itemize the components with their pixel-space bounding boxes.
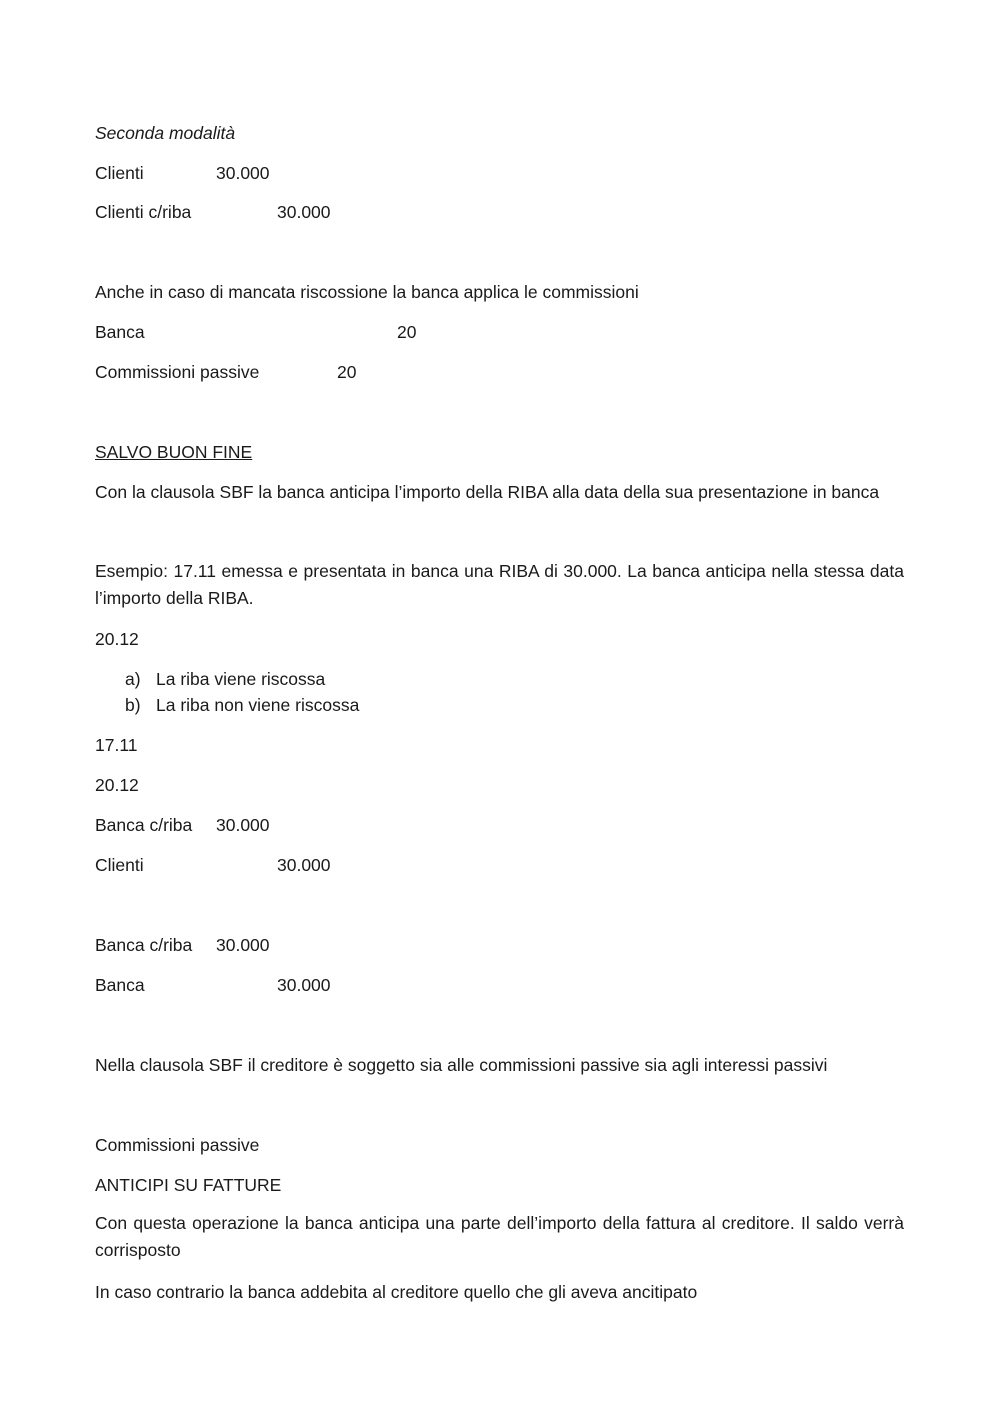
anticipi-paragraph: Con questa operazione la banca anticipa una parte dell’importo della fattura al creditore. Il saldo verrà corrisposto	[95, 1213, 904, 1260]
date-label: 20.12	[95, 775, 139, 795]
entry3-debit-label: Banca c/riba	[95, 815, 193, 835]
example-paragraph: Esempio: 17.11 emessa e presentata in banca una RIBA di 30.000. La banca anticipa nella stessa data l’importo della RIBA.	[95, 561, 904, 608]
entry2-a-value: 20	[397, 322, 417, 342]
entry3-credit-label: Clienti	[95, 855, 144, 875]
entry1-debit-label: Clienti	[95, 163, 144, 183]
list-marker: a)	[125, 669, 141, 689]
entry2-b-value: 20	[337, 362, 357, 382]
date-label: 20.12	[95, 629, 139, 649]
contrary-paragraph: In caso contrario la banca addebita al creditore quello che gli aveva ancitipato	[95, 1282, 698, 1302]
entry4-credit-value: 30.000	[277, 975, 331, 995]
entry2-a-label: Banca	[95, 322, 145, 342]
entry4-debit-label: Banca c/riba	[95, 935, 193, 955]
list-marker: b)	[125, 695, 141, 715]
section-heading-anticipi: ANTICIPI SU FATTURE	[95, 1175, 282, 1195]
entry1-credit-label: Clienti c/riba	[95, 202, 192, 222]
date-label: 17.11	[95, 735, 138, 755]
entry3-credit-value: 30.000	[277, 855, 331, 875]
section-heading-sbf: SALVO BUON FINE	[95, 442, 253, 462]
list-text: La riba viene riscossa	[156, 669, 326, 689]
entry1-credit-value: 30.000	[277, 202, 331, 222]
list-item	[125, 694, 359, 716]
sbf-note: Nella clausola SBF il creditore è soggetto sia alle commissioni passive sia agli interessi passivi	[95, 1055, 828, 1075]
entry1-debit-value: 30.000	[216, 163, 270, 183]
list-item	[125, 668, 325, 690]
list-text: La riba non viene riscossa	[156, 695, 360, 715]
entry3-debit-value: 30.000	[216, 815, 270, 835]
entry4-credit-label: Banca	[95, 975, 145, 995]
sbf-description: Con la clausola SBF la banca anticipa l’importo della RIBA alla data della sua presentazione in banca	[95, 482, 880, 502]
heading-mode: Seconda modalità	[95, 123, 236, 143]
entry4-debit-value: 30.000	[216, 935, 270, 955]
note-commission: Anche in caso di mancata riscossione la banca applica le commissioni	[95, 282, 639, 302]
entry2-b-label: Commissioni passive	[95, 362, 260, 382]
commission-label: Commissioni passive	[95, 1135, 260, 1155]
